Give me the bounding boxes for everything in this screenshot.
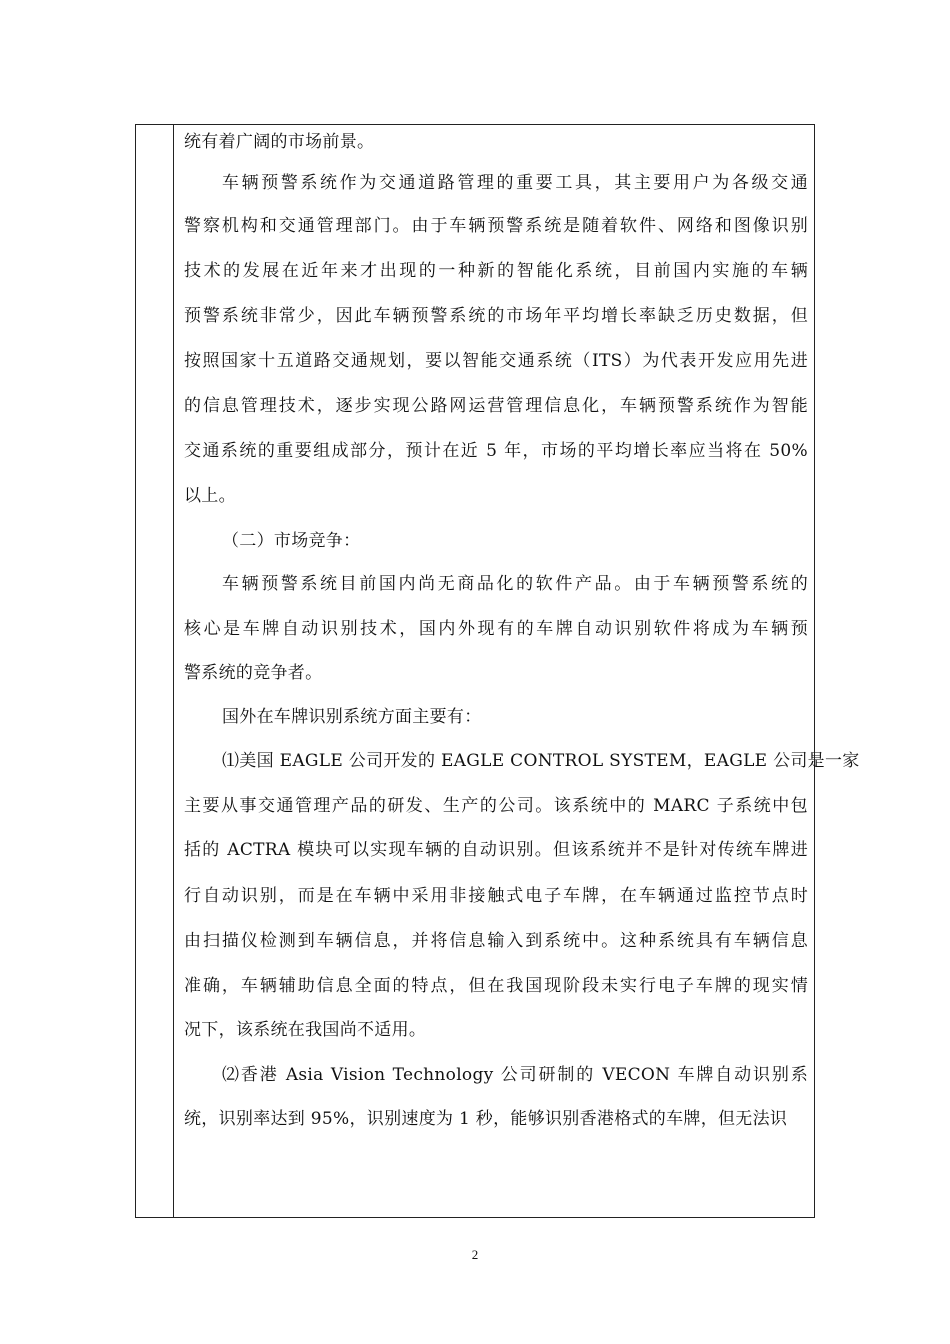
text-line: 车辆预警系统作为交通道路管理的重要工具，其主要用户为各级交通 [222, 173, 808, 193]
text-line: 警系统的竞争者。 [184, 663, 323, 683]
page-number: 2 [471, 1247, 479, 1262]
text-line: 以上。 [184, 486, 236, 506]
text-line: 的信息管理技术，逐步实现公路网运营管理信息化，车辆预警系统作为智能 [184, 396, 808, 416]
text-line: ⑵香港 Asia Vision Technology 公司研制的 VECON 车牌自动识别系 [222, 1065, 808, 1085]
text-line: （二）市场竞争： [222, 531, 361, 551]
text-line: 主要从事交通管理产品的研发、生产的公司。该系统中的 MARC 子系统中包 [184, 796, 808, 816]
text-line: ⑴美国 EAGLE 公司开发的 EAGLE CONTROL SYSTEM，EAGLE 公司是一家 [222, 751, 860, 771]
table-left-column [136, 125, 174, 1217]
table-frame [135, 124, 860, 1218]
text-line: 警察机构和交通管理部门。由于车辆预警系统是随着软件、网络和图像识别 [184, 216, 808, 236]
text-line: 括的 ACTRA 模块可以实现车辆的自动识别。但该系统并不是针对传统车牌进 [184, 840, 808, 860]
text-line: 交通系统的重要组成部分，预计在近 5 年，市场的平均增长率应当将在 50% [184, 441, 808, 461]
text-line: 国外在车牌识别系统方面主要有： [222, 707, 482, 727]
text-line: 况下，该系统在我国尚不适用。 [184, 1020, 427, 1040]
text-line: 车辆预警系统目前国内尚无商品化的软件产品。由于车辆预警系统的 [222, 574, 808, 594]
text-line: 统有着广阔的市场前景。 [184, 132, 375, 152]
text-line: 按照国家十五道路交通规划，要以智能交通系统（ITS）为代表开发应用先进 [184, 351, 808, 371]
text-line: 核心是车牌自动识别技术，国内外现有的车牌自动识别软件将成为车辆预 [184, 619, 808, 639]
text-line: 预警系统非常少，因此车辆预警系统的市场年平均增长率缺乏历史数据，但 [184, 306, 808, 326]
text-line: 技术的发展在近年来才出现的一种新的智能化系统，目前国内实施的车辆 [184, 261, 808, 281]
text-line: 由扫描仪检测到车辆信息，并将信息输入到系统中。这种系统具有车辆信息 [184, 931, 808, 951]
text-line: 准确，车辆辅助信息全面的特点，但在我国现阶段未实行电子车牌的现实情 [184, 976, 808, 996]
text-line: 统，识别率达到 95%，识别速度为 1 秒，能够识别香港格式的车牌，但无法识 [184, 1109, 788, 1129]
text-line: 行自动识别，而是在车辆中采用非接触式电子车牌，在车辆通过监控节点时 [184, 886, 808, 906]
